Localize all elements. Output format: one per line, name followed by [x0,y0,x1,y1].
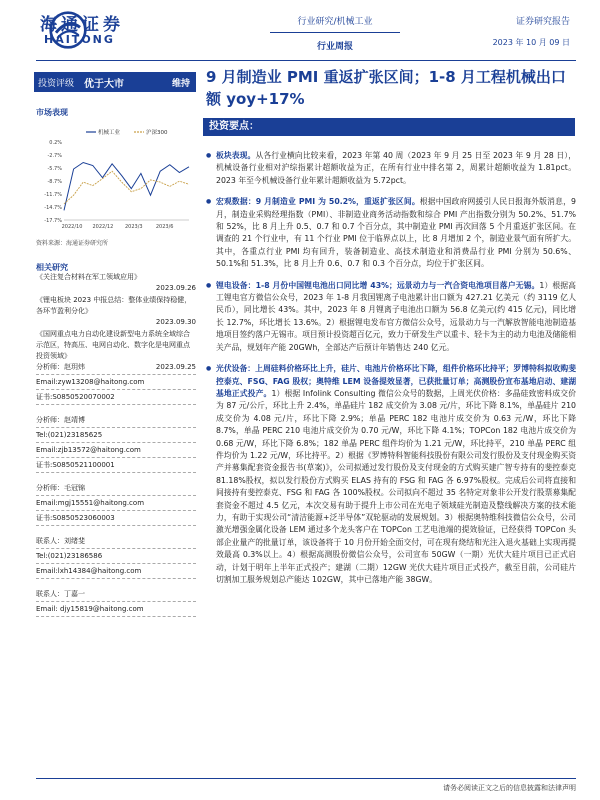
key-points-header: 投资要点： [203,118,575,136]
footer-rule [36,778,576,779]
related-section-title: 相关研究 [36,263,68,272]
y-tick-label: 0.2% [49,140,62,146]
report-type: 行业周报 [316,42,353,52]
related-item-date: 2023.09.26 [155,284,196,292]
contact-name: 联系人：刘绪斐 [36,534,196,549]
contact-email[interactable]: Email:lxh14384@haitong.com [36,564,196,579]
rating-value: 优于大市 [84,78,124,90]
analyst-email[interactable]: Email:zyw13208@haitong.com [36,375,196,390]
y-tick-label: -8.7% [47,179,62,185]
chart-source: 资料来源：海通证券研究所 [36,240,109,247]
analyst-tel: Tel:(021)23185625 [36,428,196,443]
analyst-list [36,360,196,617]
key-point-lead: 板块表现。 [216,151,256,160]
rating-bar [34,72,196,92]
key-point-text: 1）根据高工锂电官方微信公众号，2023 年 1-8 月我国锂离子电池累计出口额为 427.21 亿美元（约 3119 亿人民币），同比增长 43%。其中，2023 年 8 月锂离子电池出口额为 56.8 亿美元(约 415 亿元)，同比增长 12.7%，环比增长 13.6%。2）根据锂电发布官方微信公众号，远景动力与一汽解放智能电池制造基地项目签约落户无锡市。项目预计投资超百亿元，致力于研发生产以重卡、轻卡为主的动力电池及储能相关产品，规划年产能 20GWh，全部达产后预计年销售达 240 亿元。 [216,280,576,352]
analyst-cert: 证书:S0850521100001 [36,458,196,473]
report-category: 行业研究/机械工业 [297,17,373,27]
related-item-date: 2023.09.30 [155,318,196,326]
analyst-name: 分析师：赵靖博 [36,413,196,428]
contact-tel: Tel:(021)23186586 [36,549,196,564]
header-rule [36,60,576,61]
related-item-date: 2023.09.25 [155,363,196,371]
header-center [270,14,400,52]
header-right [440,14,570,48]
analyst-cert: 证书:S0850523060003 [36,511,196,526]
analyst-cert: 证书:S0850520070002 [36,390,196,405]
report-series: 证券研究报告 [515,17,570,27]
related-research-list [36,272,196,374]
key-point-lead: 宏观数据：9 月制造业 PMI 为 50.2%，重返扩张区间。 [216,197,420,207]
analyst-name: 分析师：毛冠锦 [36,481,196,496]
chart-series [64,163,189,211]
report-date: 2023 年 10 月 09 日 [492,38,570,47]
chart-legend [86,128,168,136]
report-body [206,150,576,595]
key-point-lead: 光伏设备：上周硅料价格环比上升，硅片、电池片价格环比下降，组件价格环比持平；罗博特科拟收购斐控泰克、FSG、FAG 股权；奥特维 LEM 设备提效显著，已获批量订单；高测股份宣布基地启动、建湖基地正式投产。 [216,364,576,398]
key-point [206,363,576,586]
rating-status: 维持 [171,78,190,89]
y-tick-label: -14.7% [44,205,62,211]
y-tick-label: -5.7% [47,166,62,172]
x-axis [62,224,174,230]
y-tick-label: -11.7% [44,192,62,198]
related-item-title: 《国网重点电力自动化建设新型电力系统全域综合示范区，特高压、电网自动化、数字化是电网重点投资领域》 [36,330,190,360]
report-title: 9 月制造业 PMI 重返扩张区间；1-8 月工程机械出口额 yoy+17% [206,68,566,108]
y-tick-label: -2.7% [47,153,62,159]
contact-name: 联系人：丁嘉一 [36,587,196,602]
legend-series-1: 机械工业 [98,130,121,136]
page-header [0,0,600,62]
x-tick-label: 2022/12 [92,224,114,230]
analyst-email[interactable]: Email:mgj15551@haitong.com [36,496,196,511]
key-point [206,196,576,270]
key-point-text: 根据中国政府网援引人民日报海外版消息，9 月，制造业采购经理指数（PMI）、非制造业商务活动指数和综合 PMI 产出指数分别为 50.2%、51.7%和 52%，比 8 月上升 0.5、0.7 和 0.7 个百分点，其中制造业 PMI 再次回落 5 个月重返扩张区间。在调查的 21 个行业中，有 11 个行业 PMI 位于临界点以上，比 8 月增加 2 个，制造业景气面有所扩大。其中，各重点行业 PMI 均有回升，装备制造业、高技术制造业和消费品行业 PMI 分别为 50.6%、50.1%和 51.3%，比 8 月上升 0.6、0.7 和 0.3 个百分点，均位于扩张区间。 [216,197,576,269]
rating-label: 投资评级 [38,78,75,89]
series-line-2 [64,171,189,204]
analyst-email[interactable]: Email:zjb13572@haitong.com [36,443,196,458]
footer-disclaimer: 请务必阅读正文之后的信息披露和法律声明 [443,784,576,792]
brand-name-en: HAITONG [44,33,115,46]
header-divider [270,32,400,33]
market-section-title: 市场表现 [36,108,68,117]
key-point-text: 从各行业横向比较来看，2023 年第 40 周（2023 年 9 月 25 日至 2023 年 9 月 28 日），机械设备行业相对沪综指累计超额收益为正，在所有行业中排名第 2，周累计超额收益为 1.81pct。2023 年至今机械设备行业年累计超额收益为 5.72pct。 [216,151,576,185]
key-point-lead: 锂电设备：1-8 月份中国锂电池出口同比增 43%；远景动力与一汽合资电池项目落户无锡。 [216,280,540,290]
related-item-title: 《锂电板块 2023 中报总结：整体业绩保持稳健，各环节盈利分化》 [36,296,192,315]
y-axis [44,140,189,224]
related-item[interactable] [36,295,196,328]
key-point-text: 1）根据 Infolink Consulting 微信公众号的数据，上周光伏价格：多晶硅致密料成交价为 87 元/公斤，环比上升 2.4%，单晶硅片 182 成交价为 3.08 元/片，环比下降 8.1%，单晶硅片 210 成交价为 4.08 元/片，环比下降 2.9%；单晶 PERC 182 电池片成交价为 0.63 元/W，环比下降 8.7%，单晶 PERC 210 电池片成交价为 0.70 元/W，环比下降 4.1%；TOPCon 182 电池片成交价为 0.68 元/W，环比下降 6.8%；182 单晶 PERC 组件均价为 1.21 元/W，环比持平，210 单晶 PERC 组件均价为 1.22 元/W，环比持平。2）根据《罗博特科智能科技股份有限公司发行股份及支付现金购买资产并募集配套资金报告书(草案)》，公司拟通过发行股份及支付现金的方式购买建广智专持有的斐控泰克 81.18%股权，拟以发行股份方式购买 ELAS 持有的 FSG 和 FAG 各 6.97%股权。完成后公司将直接和间接持有斐控泰克、FSG 和 FAG 各 100%股权。公司拟向不超过 35 名特定对象非公开发行股票募集配套资金不超过 4.5 亿元，本次交易有助于提升上市公司在光电子领域硅光制造及整线解决方案的技术能力，有助于实现公司“清洁能源+泛半导体”双轮驱动的发展规划。3）根据奥特维科技微信公众号，公司激光增强金属化设备 LEM 通过多个龙头客户在 TOPCon 工艺电池端的提效验证，已经获得 TOPCon 头部企业量产的批量订单，该设备将于 10 月份开始全面交付，可在现有烧结和光注入退火基础上实现再提效最高 0.3%以上。4）根据高测股份微信公众号，公司宣布 50GW（一期）光伏大硅片项目已正式启动，计划于明年上半年正式投产；建湖（二期）12GW 光伏大硅片项目正式投产，截至目前，公司硅片切割加工服务规划总产能达 102GW，其中已落地产能 38GW。 [216,388,576,584]
legend-series-2: 沪深300 [146,130,168,136]
brand-name-cn: 海通证券 [40,15,124,35]
key-point [206,280,576,354]
x-tick-label: 2023/3 [124,224,143,230]
x-tick-label: 2023/6 [155,224,174,230]
y-tick-label: -17.7% [44,218,62,224]
contact-email[interactable]: Email: djy15819@haitong.com [36,602,196,617]
related-item-title: 《关注复合材料在军工领域应用》 [36,273,141,281]
related-item[interactable] [36,272,196,294]
key-point [206,150,576,187]
market-chart [34,120,194,240]
x-tick-label: 2022/10 [61,224,83,230]
analyst-name: 分析师：赵玥炜 [36,360,196,375]
